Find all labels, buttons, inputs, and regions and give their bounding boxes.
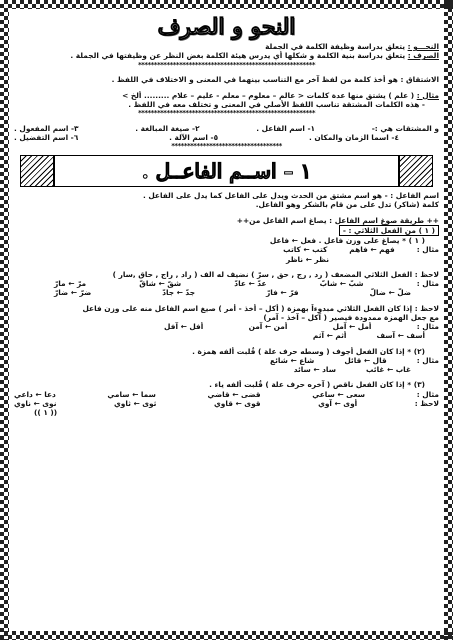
example-item: شبّ ← شابّ [319, 279, 364, 288]
example-item: ثوى ← ثاوي [114, 398, 157, 408]
example-item: أمن ← آمن [248, 322, 288, 331]
example-row [14, 255, 439, 264]
example-item: قال ← قائل [344, 355, 387, 365]
example-item: سما ← سامي [107, 389, 156, 399]
example-item: شقّ ← شاقّ [139, 279, 182, 288]
example-item: أوى ← آوي [318, 398, 358, 408]
example-item: ساد ← سائد [293, 365, 336, 374]
note-text: الفعل الثلاثي المضعف ( رد , رج , حق , سرّ ) نضيف له الف ( راد , راج , حاق ,سار ) [112, 269, 415, 279]
mushtaqqat-item: ٦- اسم التفضيل . [14, 133, 79, 142]
rule-3: (٣) * إذا كان الفعل ناقص ( آخره حرف علة ) قُلبت ألفه ياء . [209, 380, 425, 390]
checker-border-top [0, 0, 453, 9]
example-item: أسف ← آسف [376, 331, 425, 341]
example-row [14, 390, 439, 399]
stars-divider: *********************************** [171, 142, 282, 151]
section-label: ( ١ ) من الفعل الثلاثي : - [339, 225, 439, 236]
example-row [14, 288, 439, 297]
example-item: أثم ← آثم [312, 331, 347, 341]
definition-line: كلمة (شاكر) تدل على من قام بالشكر وهو الفاعل. [255, 200, 439, 210]
example-item: عدّ ← عادّ [234, 279, 267, 288]
page-content [14, 12, 439, 417]
example-label: مثال : [416, 355, 439, 365]
example-row [14, 399, 439, 408]
example-row [14, 322, 439, 331]
example-item: نظر ← ناظر [285, 254, 329, 264]
mushtaqqat-item: ١- اسم الفاعل . [256, 123, 316, 133]
example-row [14, 279, 439, 288]
example-item: سعى ← ساعي [312, 389, 366, 399]
example-item: غاب ← غائب [365, 365, 411, 374]
example-label: مثال : [416, 389, 439, 399]
example-item: فرّ ← فارّ [265, 288, 299, 298]
nahw-text: يتعلق بدراسة وظيفة الكلمة في الجملة [265, 42, 408, 51]
mushtaqqat-item: ٣- اسم المفعول . [14, 123, 79, 133]
example-item: شاع ← شائع [270, 355, 315, 365]
example-label: مثال : [416, 322, 439, 331]
example-item: كتب ← كاتب [283, 245, 328, 255]
mushtaqqat-row-2 [14, 133, 439, 142]
page-title: النحو و الصرف [157, 14, 296, 40]
checker-border-left [0, 0, 9, 640]
checker-border-right [444, 0, 453, 640]
nahw-label: النحـــو : [407, 42, 439, 51]
example-item: ضرّ ← ضارّ [54, 288, 92, 298]
nahw-definition [14, 42, 439, 51]
mushtaqqat-row-1 [14, 124, 439, 133]
rule-2: (٢) * إذا كان الفعل أجوف ( وسطه حرف علة ) قُلبت ألفه همزة . [192, 346, 425, 356]
note-mudaaf [14, 270, 439, 279]
example-row [14, 356, 439, 365]
sarf-definition [14, 51, 439, 60]
example-item: أفل ← آفل [164, 322, 204, 331]
note-label: لاحظ : [414, 398, 439, 408]
method-heading: ++ طريقة صوغ اسم الفاعل : يصاغ اسم الفاعل من++ [236, 215, 439, 225]
example-item: قضى ← قاضي [207, 389, 261, 399]
section-banner [20, 155, 433, 187]
example-label: مثال : [416, 245, 439, 255]
example-label: مثال : [416, 279, 439, 288]
example-item: ضلّ ← ضالّ [369, 288, 411, 298]
note-hamza: لاحظ : إذا كان الفعل الثلاثي مبدوءاً بهمزة ( أكل – أخذ - أمر ) صيغ اسم الفاعل منه على وزن فاعل [82, 303, 439, 313]
mushtaqqat-item: ٢- صيغة المبالغة . [135, 123, 200, 133]
definition-line: اسم الفاعل : - هو اسم مشتق من الحدث ويدل على الفاعل كما يدل على الفاعل . [142, 191, 439, 200]
example-row [14, 365, 439, 374]
ishtiqaq-example [14, 91, 439, 100]
example-note: - هذه الكلمات المشتقة تناسب اللفظ الأصلي في المعنى و تختلف معه في اللفظ . [128, 99, 425, 109]
example-item: مرّ ← مارّ [54, 279, 87, 288]
example-row [14, 331, 439, 340]
example-text: ( علم ) يشتق منها عدة كلمات < عالم – معلوم – معلم - عليم – علام ......... ألخ > [122, 90, 417, 100]
stars-divider: ******************************************************** [138, 109, 315, 117]
ishtiqaq-text: هو أخذ كلمة من لفظ آخر مع التناسب بينهما في المعنى و الاختلاف في اللفظ . [111, 75, 401, 85]
mushtaqqat-item: ٥- اسم الآلة . [169, 133, 219, 142]
example-label: مثال : [416, 90, 439, 100]
example-item: فهم ← فاهم [349, 245, 395, 255]
page-number: (( ١ )) [34, 408, 58, 417]
stars-divider: ******************************************************** [138, 60, 315, 69]
rule-1: ( ١ ) * يصاغ على وزن فاعل . فعل ← فاعل [269, 236, 425, 245]
checker-border-bottom [0, 631, 453, 640]
example-item: دعا ← داعي [14, 389, 56, 399]
sarf-label: الصرف : [407, 51, 439, 61]
mushtaqqat-label: و المشتقات هي :- [371, 123, 439, 133]
note-label: لاحظ : [414, 269, 439, 279]
mushtaqqat-item: ٤- اسما الزمان والمكان . [308, 133, 399, 142]
note-hamza-b: مع جعل الهمزة ممدودة فيصير ( آكل – آخذ - آمر) [263, 312, 439, 322]
example-item: نوى ← ناوي [14, 398, 57, 408]
example-row [14, 245, 439, 254]
example-item: أمل ← آمل [332, 322, 372, 331]
example-item: قوى ← قاوي [213, 398, 261, 408]
ishtiqaq-definition [14, 75, 439, 84]
ishtiqaq-label: الاشتقاق : [400, 75, 439, 85]
banner-title: ١ – اســم الفاعــل . [53, 156, 400, 186]
sarf-text: يتعلق بدراسة بنية الكلمة و شكلها أي يدرس هيئة الكلمة بغض النظر عن وظيفتها في الجملة . [70, 51, 408, 61]
example-item: جدّ ← جادّ [162, 288, 196, 298]
